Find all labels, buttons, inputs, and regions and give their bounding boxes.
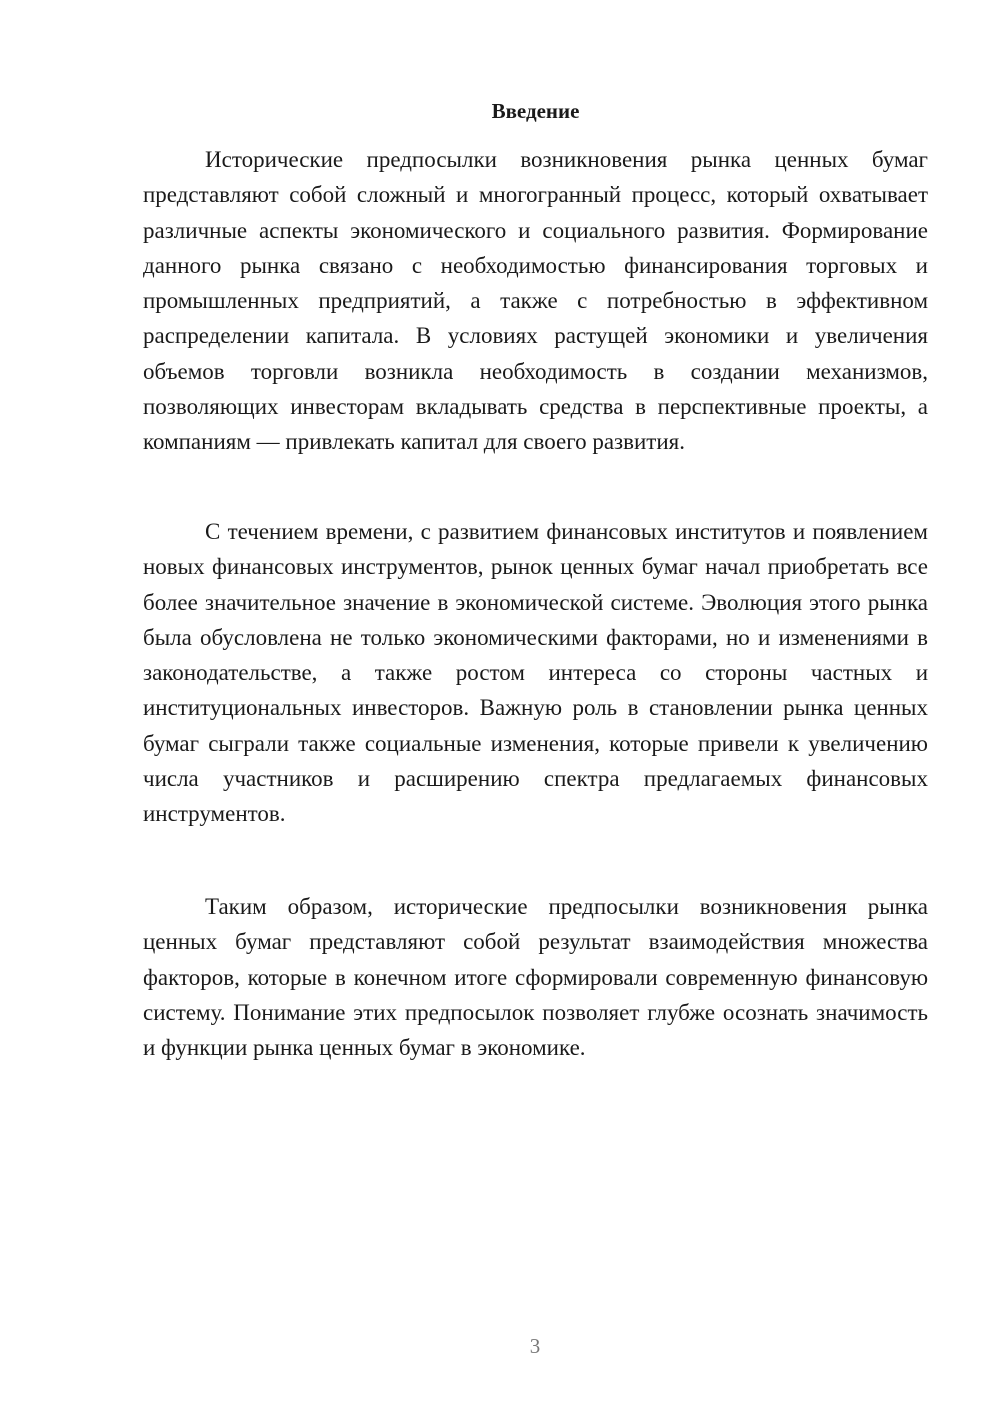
paragraph-3 [143,889,928,1065]
section-title: Введение [491,99,580,123]
paragraph-text: С течением времени, с развитием финансовых институтов и появлением новых финансовых инструментов, рынок ценных бумаг начал приобретать все более значительное значение в экономической системе. Эволюция этого рынка была обусловлена не только экономическими факторами, но и изменениями в законодательстве, а также ростом интереса со стороны частных и институциональных инвесторов. Важную роль в становлении рынка ценных бумаг сыграли также социальные изменения, которые привели к увеличению числа участников и расширению спектра предлагаемых финансовых инструментов. [143,519,928,827]
paragraph-text: Таким образом, исторические предпосылки возникновения рынка ценных бумаг представляют собой результат взаимодействия множества факторов, которые в конечном итоге сформировали современную финансовую систему. Понимание этих предпосылок позволяет глубже осознать значимость и функции рынка ценных бумаг в экономике. [143,894,928,1061]
paragraph-text: Исторические предпосылки возникновения рынка ценных бумаг представляют собой сложный и многогранный процесс, который охватывает различные аспекты экономического и социального развития. Формирование данного рынка связано с необходимостью финансирования торговых и промышленных предприятий, а также с потребностью в эффективном распределении капитала. В условиях растущей экономики и увеличения объемов торговли возникла необходимость в создании механизмов, позволяющих инвесторам вкладывать средства в перспективные проекты, а компаниям — привлекать капитал для своего развития. [143,147,928,455]
paragraph-2 [143,514,928,832]
paragraph-1 [143,142,928,460]
page-number: 3 [529,1334,541,1358]
